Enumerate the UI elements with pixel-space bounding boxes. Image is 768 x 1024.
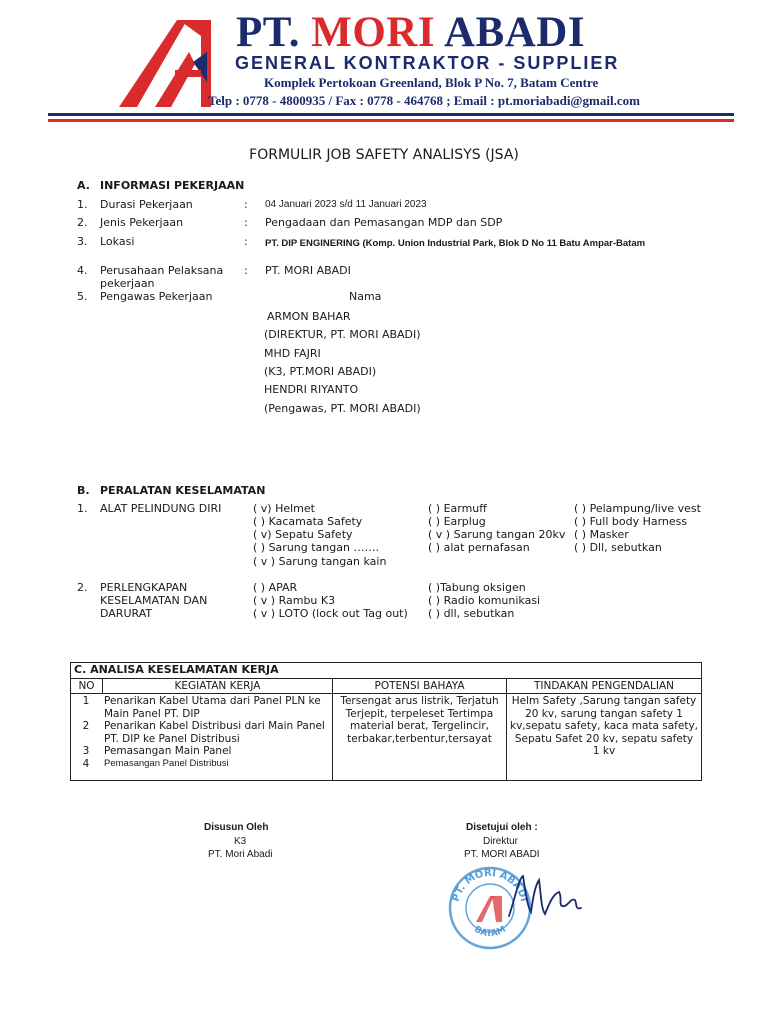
safety-analysis-table	[70, 662, 702, 781]
checklist-item: ( ) alat pernafasan	[428, 541, 530, 554]
column-header: TINDAKAN PENGENDALIAN	[507, 678, 702, 694]
row-separator: :	[244, 235, 248, 248]
director-signature	[505, 868, 585, 928]
row-value: PT. MORI ABADI	[265, 264, 351, 277]
header-rule-red	[48, 119, 734, 122]
header-rule-navy	[48, 113, 734, 116]
checklist-item: ( v ) Sarung tangan kain	[253, 555, 387, 568]
signature-role: Direktur	[483, 836, 519, 847]
signature-role: K3	[234, 836, 247, 847]
apd-label: ALAT PELINDUNG DIRI	[100, 502, 222, 515]
activity-text: Penarikan Kabel Distribusi dari Main Panel PT. DIP ke Panel Distribusi	[104, 720, 325, 745]
checklist-item: ( v) Helmet	[253, 502, 315, 515]
company-name: PT. MORI ABADI	[236, 9, 586, 56]
controls-cell: Helm Safety ,Sarung tangan safety 20 kv, sarung tangan safety 1 kv,sepatu safety, kaca mata safety, Sepatu Safet 20 kv, sepatu safety 1 kv	[507, 694, 702, 781]
activity-item	[74, 745, 329, 758]
darurat-label-line: KESELAMATAN DAN	[100, 594, 208, 607]
checklist-item: ( ) Sarung tangan …….	[253, 541, 379, 554]
row-label: Durasi Pekerjaan	[100, 198, 193, 211]
row-label: Jenis Pekerjaan	[100, 216, 184, 229]
row-number: 1.	[77, 198, 88, 211]
signature-company: PT. MORI ABADI	[464, 849, 540, 860]
darurat-label-line: PERLENGKAPAN	[100, 581, 188, 594]
stamp-text-bottom: BATAM	[472, 924, 508, 940]
row-label: Pengawas Pekerjaan	[100, 290, 213, 303]
activity-item	[74, 758, 329, 771]
checklist-item: ( ) Earmuff	[428, 502, 487, 515]
checklist-item: ( ) Pelampung/live vest	[574, 502, 701, 515]
supervisor-role: (Pengawas, PT. MORI ABADI)	[264, 402, 421, 415]
activity-number: 1	[82, 695, 90, 707]
row-number: 3.	[77, 235, 88, 248]
activity-text: Pemasangan Main Panel	[104, 745, 232, 757]
checklist-item: ( v ) Rambu K3	[253, 594, 336, 607]
stamp-text: PT. MORI ABADI	[450, 867, 530, 903]
section-b-heading: PERALATAN KESELAMATAN	[100, 484, 266, 497]
table-row	[71, 694, 702, 781]
hazards-cell: Tersengat arus listrik, Terjatuh Terjepit, terpeleset Tertimpa material berat, Tergelincir, terbakar,terbentur,tersayat	[333, 694, 507, 781]
checklist-item: ( ) Masker	[574, 528, 629, 541]
row-separator: :	[244, 198, 248, 211]
checklist-item: ( v ) Sarung tangan 20kv	[428, 528, 566, 541]
supervisor-role: (DIREKTUR, PT. MORI ABADI)	[264, 328, 421, 341]
company-contact: Telp : 0778 - 4800935 / Fax : 0778 - 464768 ; Email : pt.moriabadi@gmail.com	[208, 93, 640, 108]
row-separator: :	[244, 264, 248, 277]
darurat-label-line: DARURAT	[100, 607, 153, 620]
section-c-heading: C. ANALISA KESELAMATAN KERJA	[71, 663, 702, 679]
row-value: 04 Januari 2023 s/d 11 Januari 2023	[265, 199, 427, 210]
checklist-item: ( v) Sepatu Safety	[253, 528, 353, 541]
table-title-row	[71, 663, 702, 679]
section-a-letter: A.	[77, 179, 90, 192]
activity-item	[74, 695, 329, 720]
row-number: 4.	[77, 264, 88, 277]
supervisor-name: HENDRI RIYANTO	[264, 383, 359, 396]
activity-number: 4	[82, 757, 90, 770]
row-label: Lokasi	[100, 235, 135, 248]
row-value: Nama	[349, 290, 382, 303]
checklist-item: ( ) APAR	[253, 581, 298, 594]
signature-company: PT. Mori Abadi	[208, 849, 273, 860]
row-value: Pengadaan dan Pemasangan MDP dan SDP	[265, 216, 503, 229]
row-separator: :	[244, 216, 248, 229]
apd-number: 1.	[77, 502, 88, 515]
checklist-item: ( ) Dll, sebutkan	[574, 541, 662, 554]
activity-item	[74, 720, 329, 745]
row-number: 5.	[77, 290, 88, 303]
checklist-item: ( ) Earplug	[428, 515, 486, 528]
column-header: KEGIATAN KERJA	[103, 678, 333, 694]
checklist-item: ( )Tabung oksigen	[428, 581, 526, 594]
checklist-item: ( v ) LOTO (lock out Tag out)	[253, 607, 408, 620]
signature-title: Disusun Oleh	[204, 822, 269, 833]
row-label-continued: pekerjaan	[100, 277, 155, 290]
section-b-letter: B.	[77, 484, 90, 497]
table-header-row	[71, 678, 702, 694]
checklist-item: ( ) Kacamata Safety	[253, 515, 363, 528]
activity-text: Penarikan Kabel Utama dari Panel PLN ke Main Panel PT. DIP	[104, 695, 321, 720]
checklist-item: ( ) Full body Harness	[574, 515, 688, 528]
section-a-heading: INFORMASI PEKERJAAN	[100, 179, 245, 192]
activity-text: Pemasangan Panel Distribusi	[104, 757, 229, 769]
supervisor-role: (K3, PT.MORI ABADI)	[264, 365, 377, 378]
column-header: POTENSI BAHAYA	[333, 678, 507, 694]
company-tagline: GENERAL KONTRAKTOR - SUPPLIER	[235, 53, 620, 73]
checklist-item: ( ) dll, sebutkan	[428, 607, 515, 620]
activities-cell	[71, 694, 333, 781]
supervisor-name: ARMON BAHAR	[267, 310, 351, 323]
row-value: PT. DIP ENGINERING (Komp. Union Industrial Park, Blok D No 11 Batu Ampar-Batam	[265, 238, 646, 249]
row-label: Perusahaan Pelaksana	[100, 264, 224, 277]
supervisor-name: MHD FAJRI	[264, 347, 321, 360]
row-number: 2.	[77, 216, 88, 229]
company-address: Komplek Pertokoan Greenland, Blok P No. 7, Batam Centre	[264, 75, 599, 90]
signature-title: Disetujui oleh :	[466, 822, 538, 833]
checklist-item: ( ) Radio komunikasi	[428, 594, 541, 607]
activity-number: 2	[82, 720, 90, 732]
column-header: NO	[71, 678, 103, 694]
svg-text:BATAM	[472, 925, 507, 940]
form-title: FORMULIR JOB SAFETY ANALISYS (JSA)	[249, 147, 519, 163]
darurat-number: 2.	[77, 581, 88, 594]
activity-number: 3	[82, 745, 90, 757]
